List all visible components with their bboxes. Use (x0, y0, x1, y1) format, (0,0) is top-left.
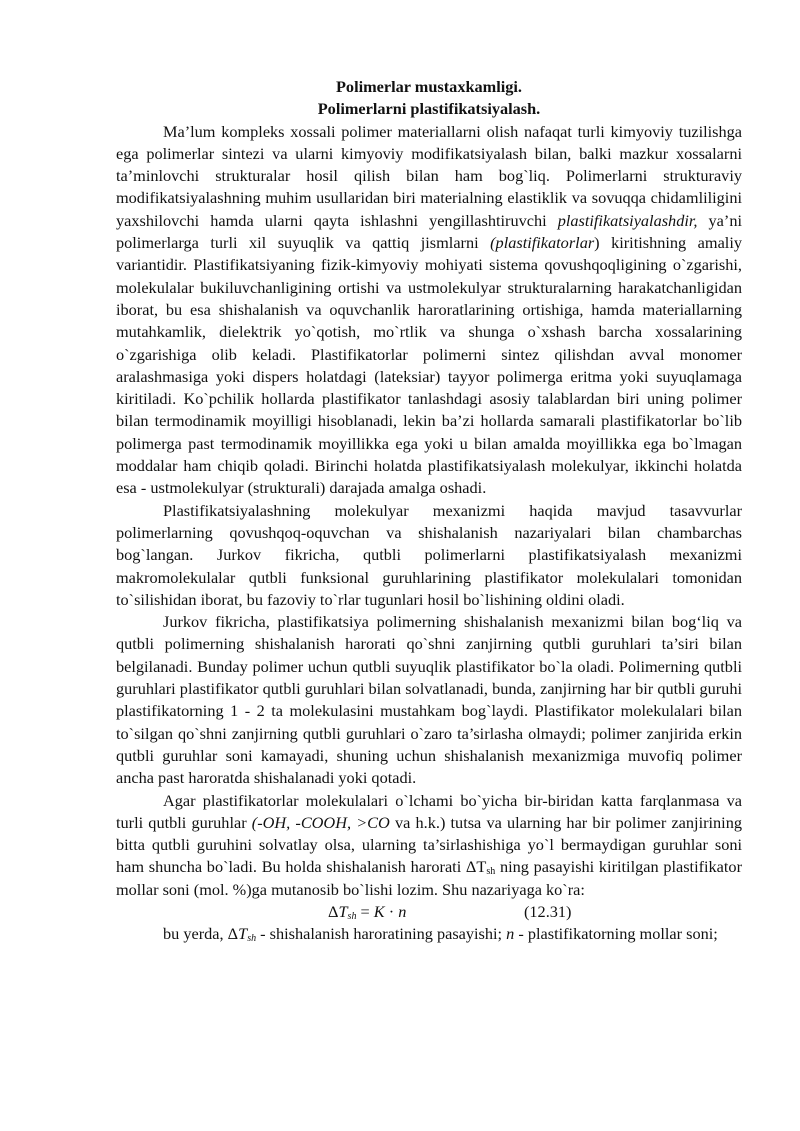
paragraph-2: Plastifikatsiyalashning molekulyar mexanizmi haqida mavjud tasavvurlar polimerlarning qovushqoq-oquvchan va shishalanish nazariyalari bilan chambarchas bog`langan. Jurkov fikricha, qutbli polimerlarni plastifikatsiyalash mexanizmi makromolekulalar qutbli funksional guruhlarining plastifikator molekulalari tomonidan to`silishidan iborat, bu fazoviy to`rlar tugunlari hosil bo`lishining oldini oladi. (116, 500, 742, 609)
formula-equals: = (356, 901, 374, 921)
formula-K: K (373, 901, 385, 921)
formula-delta: Δ (328, 901, 339, 921)
paragraph-1-text-b: ya’ni polimerlarga turli xil suyuqlik va qattiq jismlarni (116, 210, 742, 253)
paragraph-1 (116, 121, 742, 500)
paragraph-4-text-a: Agar plastifikatorlar molekulalari o`lchami bo`yicha bir-biridan katta farqlanmasa va turli qutbli guruhlar (116, 790, 742, 832)
polar-groups: (-OH, -COOH, >CO (251, 812, 390, 832)
paragraph-1-text-c: ) kiritishning amaliy variantidir. Plastifikatsiyaning fizik-kimyoviy mohiyati sistema qovushqoqligining o`zgarishi, molekulalar bukiluvchanligining ortishi va ustmolekulyar strukturalarning harakatchanligidan iborat, bu esa shishalanish va oquvchanlik haroratlarining ortishiga, hamda materiallarning mutahkamlik, dielektrik yo`qotish, mo`rtlik va shunga o`xshash barcha xossalarining o`zgarishiga olib keladi. Plastifikatorlar polimerni sintez qilishdan avval monomer aralashmasiga yoki dispers holatdagi (lateksiar) tayyor polimerga eritma yoki suyuqlamaga kiritiladi. Ko`pchilik hollarda plastifikator tanlashdagi asosiy talablardan biri uning polimer bilan termodinamik moyilligi hisoblanadi, lekin ba’zi hollarda samarali plastifikatorlar bo`lib polimerga past termodinamik moyillikka ega yoki u bilan amalda moyillikka ega bo`lmagan moddalar ham chiqib qoladi. Birinchi holatda plastifikatsiyalash molekulyar, ikkinchi holatda esa - ustmolekulyar (strukturali) darajada amalga oshadi. (116, 233, 742, 498)
formula-T: T (338, 901, 348, 921)
subscript-sh: sh (486, 866, 496, 878)
paragraph-5-n: n (506, 924, 515, 944)
paragraph-4-text-c: ning pasayishi kiritilgan plastifikator mollar soni (mol. %)ga mutanosib bo`lishi lozim. Shu nazariyaga ko`ra: (116, 857, 742, 899)
paragraph-5-text-c: - plastifikatorning mollar soni; (514, 924, 718, 944)
paragraph-4-text-b: va h.k.) tutsa va ularning har bir polimer zanjirining bitta qutbli guruhini solvatlay olsa, ularning ta’sirlashishiga yo`l bermaydigan guruhlar soni ham shuncha bo`ladi. Bu holda shishalanish harorati ΔT (116, 812, 742, 877)
formula-12-31 (116, 901, 742, 923)
formula-dot: · (384, 901, 399, 921)
term-plastifikatsiyalash: plastifikatsiyalashdir, (557, 210, 698, 230)
paragraph-4 (116, 790, 742, 901)
paragraph-5 (116, 923, 742, 945)
paragraph-5-text-b: - shishalanish haroratining pasayishi; (256, 924, 507, 944)
equation-number: (12.31) (524, 901, 572, 921)
formula-expression (328, 901, 406, 923)
paragraph-3: Jurkov fikricha, plastifikatsiya polimerning shishalanish mexanizmi bilan bog‘liq va qutbli polimerning shishalanish harorati qo`shni zanjirning qutbli guruhlari ta’siri bilan belgilanadi. Bunday polimer uchun qutbli suyuqlik plastifikator bo`la oladi. Polimerning qutbli guruhlari plastifikator qutbli guruhlari bilan solvatlanadi, bunda, zanjirning har bir qutbli guruhi plastifikatorning 1 - 2 ta molekulasini mustahkam bog`laydi. Plastifikator molekulalari bilan to`silgan qo`shni zanjirning qutbli guruhlari o`zaro ta’sirlasha olmaydi; polimer zanjirida erkin qutbli guruhlar soni kamayadi, shuning uchun shishalanish mexanizmiga muvofiq polimer ancha past haroratda shishalanadi yoki qotadi. (116, 612, 742, 788)
paragraph-5-text-a: bu yerda, Δ (163, 924, 239, 944)
document-page (116, 76, 742, 946)
title-line-2: Polimerlarni plastifikatsiyalash. (317, 99, 541, 119)
paragraph-5-sub-sh: sh (247, 933, 257, 945)
term-plastifikatorlar: (plastifikatorlar (490, 233, 595, 253)
formula-sub-sh: sh (347, 910, 357, 922)
formula-n: n (398, 901, 407, 921)
paragraph-1-text-a: Ma’lum kompleks xossali polimer materiallarni olish nafaqat turli kimyoviy tuzilishga ega polimerlar sintezi va ularni kimyoviy modifikatsiyalash bilan, balki mazkur xossalarni ta’minlovchi strukturalar hosil qilish bilan ham bog`liq. Polimerlarni strukturaviy modifikatsiyalashning muhim usullaridan biri materialning elastiklik va sovuqqa chidamliligini yaxshilovchi hamda ularni qayta ishlashni yengillashtiruvchi (116, 121, 742, 230)
paragraph-5-T: T (238, 924, 248, 944)
title-line-1: Polimerlar mustaxkamligi. (335, 77, 522, 96)
